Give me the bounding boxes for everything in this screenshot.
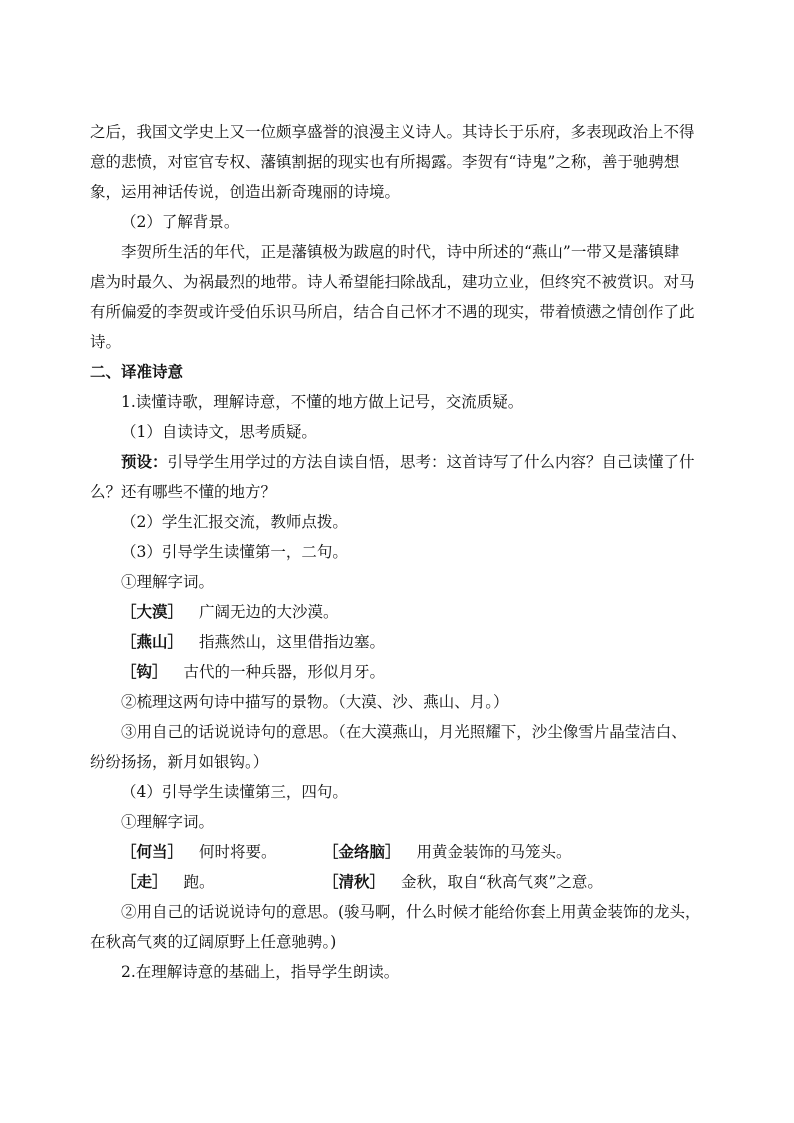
- term-item: [90, 627, 708, 657]
- term-definition: 用黄金装饰的马笼头。: [416, 843, 572, 861]
- term-label: ［何当］: [121, 842, 184, 861]
- term-row-2: [90, 867, 708, 897]
- term-label: ［钩］: [121, 662, 168, 681]
- meaning-2-line-2: 在秋高气爽的辽阔原野上任意驰骋。): [90, 933, 337, 951]
- step-1: 1.读懂诗歌，理解诗意，不懂的地方做上记号，交流质疑。: [121, 393, 524, 411]
- step-1-2: （2）学生汇报交流，教师点拨。: [121, 513, 348, 531]
- paragraph-author-line-3: 象，运用神话传说，创造出新奇瑰丽的诗境。: [90, 183, 401, 201]
- meaning-1-line-1: ③用自己的话说说诗句的意思。（在大漠燕山，月光照耀下，沙尘像雪片晶莹洁白、: [121, 723, 687, 741]
- term-label: ［燕山］: [121, 632, 184, 651]
- term-label: ［走］: [121, 872, 168, 891]
- term-definition: 广阔无边的大沙漠。: [199, 603, 339, 621]
- paragraph-background-line-2: 虐为时最久、为祸最烈的地带。诗人希望能扫除战乱，建功立业，但终究不被赏识。对马: [90, 273, 695, 291]
- term-cell: [121, 867, 215, 897]
- term-label: ［金络脑］: [323, 842, 401, 861]
- preset-line-2: 么？还有哪些不懂的地方？: [90, 483, 277, 501]
- term-cell: [323, 837, 572, 867]
- understand-words-2: ①理解字词。: [121, 813, 215, 831]
- meaning-1-line-2: 纷纷扬扬，新月如银钩。）: [90, 753, 269, 771]
- term-definition: 金秋，取自“秋高气爽”之意。: [401, 873, 603, 891]
- term-definition: 跑。: [183, 873, 215, 891]
- term-row-1: [90, 837, 708, 867]
- document-page: [90, 117, 708, 987]
- term-item: [90, 657, 708, 687]
- term-cell: [323, 867, 603, 897]
- paragraph-author-line-2: 意的悲愤，对宦官专权、藩镇割据的现实也有所揭露。李贺有“诗鬼”之称，善于驰骋想: [90, 153, 680, 171]
- preset-text: 引导学生用学过的方法自读自悟，思考：这首诗写了什么内容？自己读懂了什: [167, 453, 695, 471]
- term-definition: 古代的一种兵器，形似月牙。: [183, 663, 386, 681]
- term-item: [90, 597, 708, 627]
- preset-line-1: [90, 447, 708, 477]
- step-understand-background: （2）了解背景。: [121, 213, 240, 231]
- understand-words-1: ①理解字词。: [121, 573, 215, 591]
- term-cell: [121, 837, 277, 867]
- step-2: 2.在理解诗意的基础上，指导学生朗读。: [121, 963, 400, 981]
- step-1-3: （3）引导学生读懂第一，二句。: [121, 543, 348, 561]
- term-label: ［清秋］: [323, 872, 386, 891]
- section-heading: 二、译准诗意: [90, 362, 184, 381]
- step-1-4: （4）引导学生读懂第三，四句。: [121, 783, 348, 801]
- paragraph-background-line-4: 诗。: [90, 333, 122, 351]
- sort-scenery: ②梳理这两句诗中描写的景物。（大漠、沙、燕山、月。）: [121, 693, 509, 711]
- preset-label: 预设：: [121, 452, 168, 471]
- paragraph-author-line-1: 之后，我国文学史上又一位颇享盛誉的浪漫主义诗人。其诗长于乐府，多表现政治上不得: [90, 123, 695, 141]
- term-label: ［大漠］: [121, 602, 184, 621]
- term-definition: 指燕然山，这里借指边塞。: [199, 633, 386, 651]
- meaning-2-line-1: ②用自己的话说说诗句的意思。(骏马啊，什么时候才能给你套上用黄金装饰的龙头，: [121, 903, 701, 921]
- step-1-1: （1）自读诗文，思考质疑。: [121, 423, 317, 441]
- paragraph-background-line-3: 有所偏爱的李贺或许受伯乐识马所启，结合自己怀才不遇的现实，带着愤懑之情创作了此: [90, 303, 695, 321]
- paragraph-background-line-1: 李贺所生活的年代，正是藩镇极为跋扈的时代，诗中所述的“燕山”一带又是藩镇肆: [121, 243, 680, 261]
- term-definition: 何时将要。: [199, 843, 277, 861]
